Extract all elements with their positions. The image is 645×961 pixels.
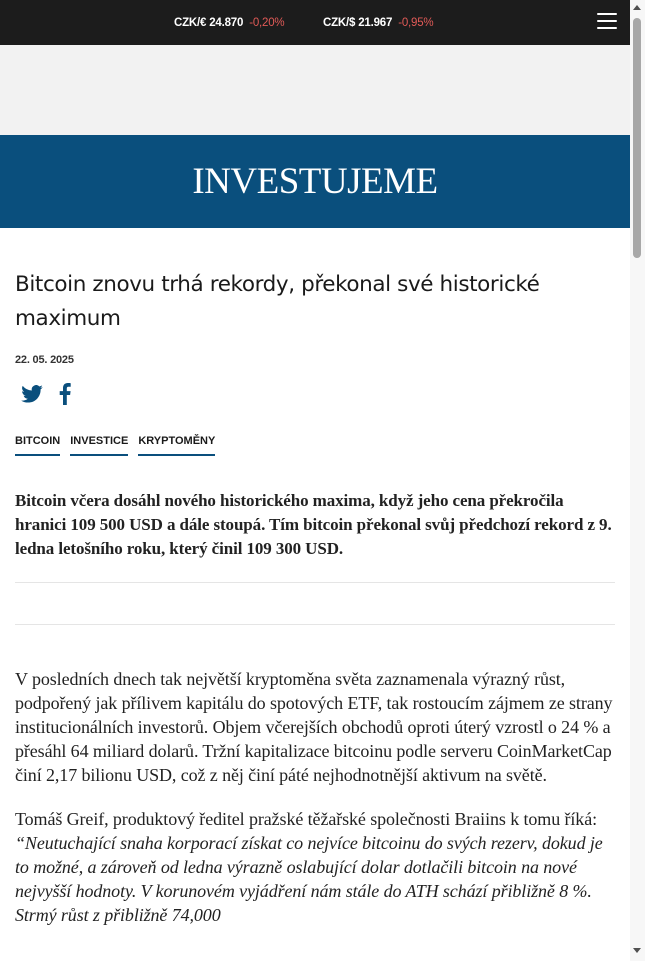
ticker-usd[interactable] bbox=[323, 0, 433, 45]
ticker-eur-rate: CZK/€ 24.870 bbox=[174, 16, 244, 29]
scroll-down-arrow-icon[interactable] bbox=[633, 948, 641, 953]
ticker-eur[interactable] bbox=[174, 0, 284, 45]
scrollbar-thumb[interactable] bbox=[633, 18, 641, 258]
article-paragraph bbox=[15, 807, 615, 927]
ticker-usd-rate: CZK/$ 21.967 bbox=[323, 16, 393, 29]
article-date: 22. 05. 2025 bbox=[15, 354, 74, 366]
vertical-scrollbar[interactable] bbox=[630, 0, 645, 961]
ticker-usd-change: -0,95% bbox=[398, 16, 434, 29]
twitter-icon[interactable] bbox=[21, 385, 43, 403]
site-logo[interactable]: INVESTUJEME bbox=[192, 161, 438, 202]
article-tags bbox=[15, 435, 615, 456]
ad-space bbox=[0, 45, 630, 135]
tag-investice[interactable]: INVESTICE bbox=[70, 435, 128, 456]
scroll-up-arrow-icon[interactable] bbox=[633, 5, 641, 10]
paragraph-intro: Tomáš Greif, produktový ředitel pražské těžařské společnosti Braiins k tomu říká: bbox=[15, 809, 597, 829]
article bbox=[15, 228, 615, 927]
tag-bitcoin[interactable]: BITCOIN bbox=[15, 435, 60, 456]
ticker-eur-change: -0,20% bbox=[249, 16, 285, 29]
brand-banner bbox=[0, 135, 630, 228]
divider bbox=[15, 624, 615, 625]
article-paragraph: V posledních dnech tak největší kryptoměna světa zaznamenala výrazný růst, podpořený jak přílivem kapitálu do spotových ETF, tak rostoucím zájmem ze strany institucionálních investorů. Objem včerejších obchodů oproti úterý vzrostl o 24 % a přesáhl 64 miliard dolarů. Tržní kapitalizace bitcoinu podle serveru CoinMarketCap činí 2,17 bilionu USD, což z něj činí páté nejhodnotnější aktivum na světě. bbox=[15, 669, 613, 785]
article-lead: Bitcoin včera dosáhl nového historického maxima, když jeho cena překročila hranici 109 500 USD a dále stoupá. Tím bitcoin překonal svůj předchozí rekord z 9. ledna letošního roku, který činil 109 300 USD. bbox=[15, 491, 612, 558]
article-title: Bitcoin znovu trhá rekordy, překonal své historické maximum bbox=[15, 272, 540, 331]
hamburger-menu-icon[interactable] bbox=[597, 13, 617, 31]
currency-ticker-bar bbox=[0, 0, 630, 45]
tag-kryptomeny[interactable]: KRYPTOMĚNY bbox=[138, 435, 215, 456]
facebook-icon[interactable] bbox=[59, 383, 71, 405]
share-buttons bbox=[15, 381, 615, 407]
article-quote: “Neutuchající snaha korporací získat co nejvíce bitcoinu do svých rezerv, dokud je to možné, a zároveň od ledna výrazně oslabující dolar dotlačili bitcoin na nové nejvyšší hodnoty. V korunovém vyjádření nám stále do ATH schází přibližně 8 %. Strmý růst z přibližně 74,000 bbox=[15, 833, 603, 925]
divider bbox=[15, 582, 615, 583]
